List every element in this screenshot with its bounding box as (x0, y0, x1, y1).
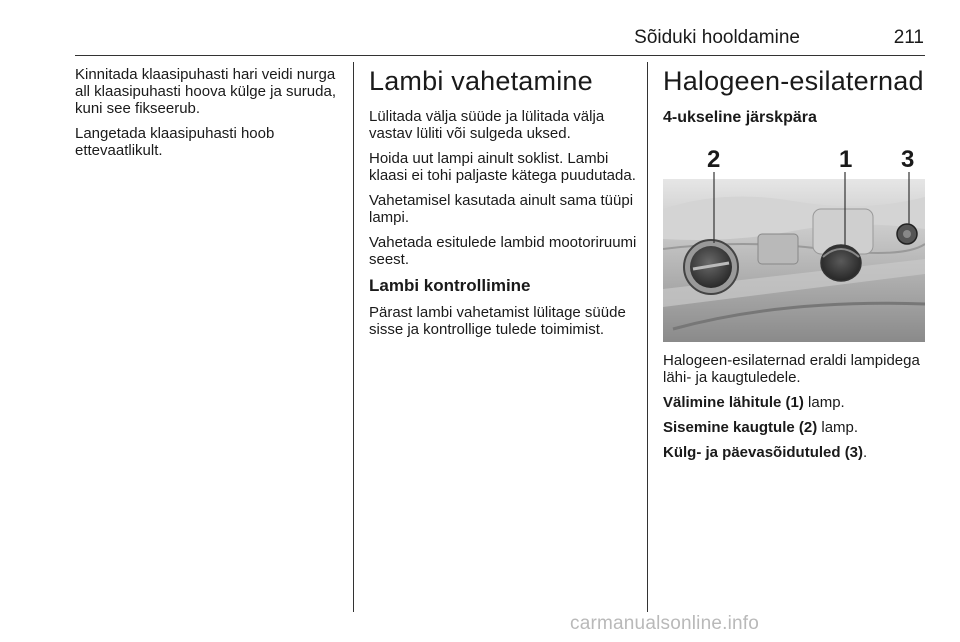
item-text: lamp. (803, 394, 845, 411)
subsection-heading: Lambi kontrollimine (369, 276, 531, 295)
paragraph: Kinnitada klaasipuhasti hari veidi nurga all klaasipuhasti hoova külge ja suruda, kuni see fikseerub. (75, 66, 336, 117)
header-rule (75, 55, 925, 56)
callout-3: 3 (901, 146, 915, 173)
item-text: lamp. (817, 419, 859, 436)
column-2 (369, 66, 637, 346)
watermark: carmanualsonline.info (570, 613, 760, 634)
section-heading: Halogeen-esilaternad (663, 66, 924, 96)
column-3 (663, 66, 928, 469)
paragraph: Vahetamisel kasutada ainult sama tüüpi lampi. (369, 192, 634, 226)
list-item (663, 394, 928, 411)
paragraph: Hoida uut lampi ainult soklist. Lambi klaasi ei tohi paljaste kätega puudutada. (369, 150, 636, 184)
section-title: Sõiduki hooldamine (634, 27, 800, 48)
callout-1: 1 (839, 146, 853, 173)
item-label: Välimine lähitule (1) (663, 394, 804, 411)
paragraph: Lülitada välja süüde ja lülitada välja vastav lüliti või sulgeda uksed. (369, 108, 605, 142)
headlamp-figure (663, 139, 925, 342)
paragraph: Langetada klaasipuhasti hoob ettevaatlikult. (75, 125, 275, 159)
item-label: Külg- ja päevasõidutuled (3) (663, 444, 864, 461)
item-text: . (863, 444, 868, 461)
section-heading: Lambi vahetamine (369, 66, 593, 96)
paragraph: Vahetada esitulede lambid mootoriruumi seest. (369, 234, 637, 268)
column-divider-right (647, 62, 648, 612)
subsection-heading: 4-ukseline järskpära (663, 109, 817, 126)
column-divider-left (353, 62, 354, 612)
list-item (663, 444, 928, 461)
column-1 (75, 66, 343, 167)
callout-2: 2 (707, 146, 721, 173)
paragraph: Halogeen-esilaternad eraldi lampidega lähi- ja kaugtuledele. (663, 352, 920, 386)
list-item (663, 419, 928, 436)
item-label: Sisemine kaugtule (2) (663, 419, 818, 436)
paragraph: Pärast lambi vahetamist lülitage süüde sisse ja kontrollige tulede toimimist. (369, 304, 626, 338)
page-number: 211 (893, 27, 924, 48)
headlamp-cap-1 (821, 245, 861, 281)
